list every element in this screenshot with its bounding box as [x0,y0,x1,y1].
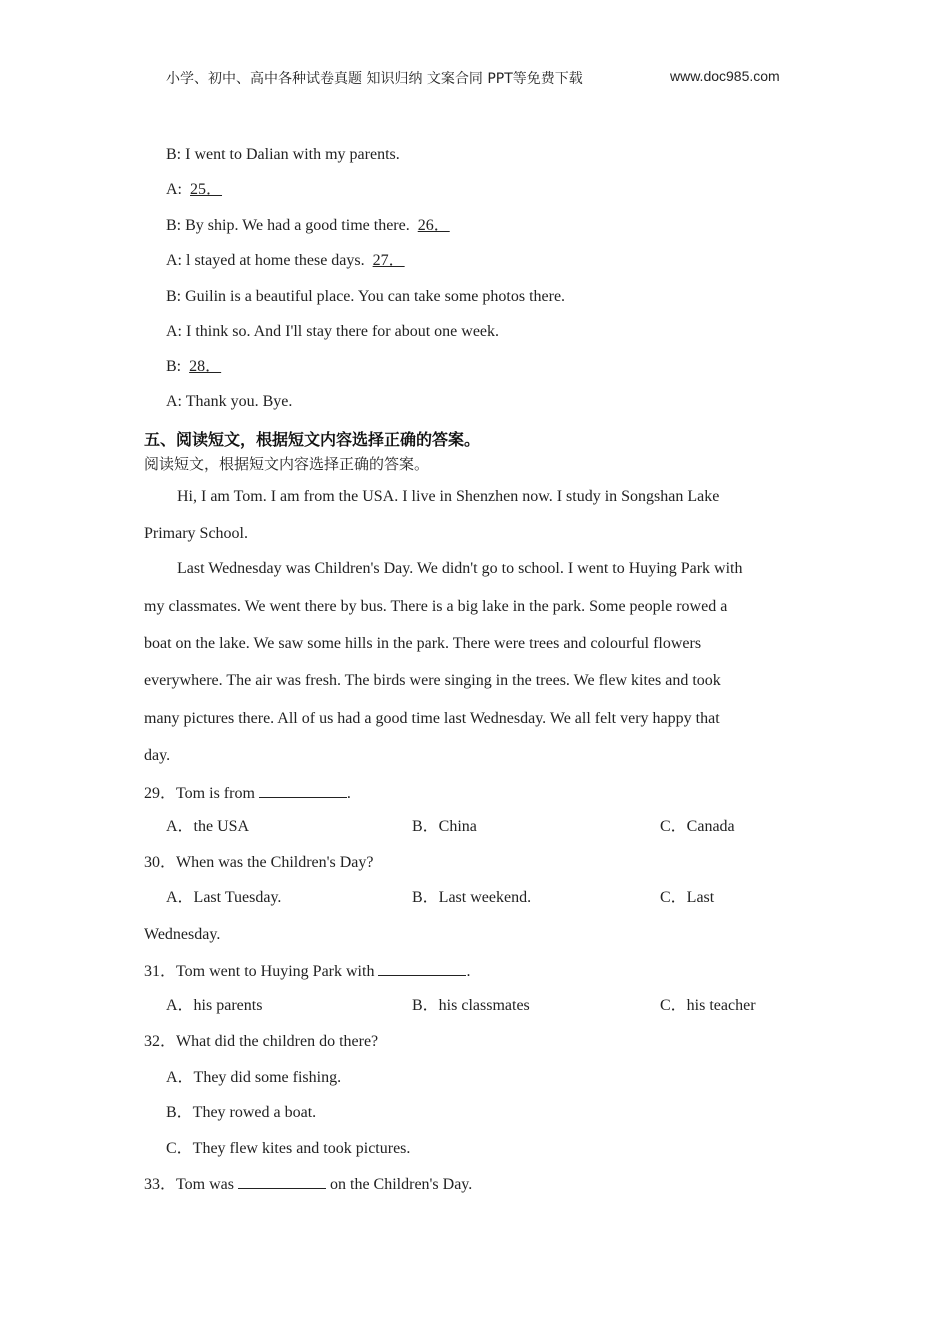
option-c[interactable]: C．Canada [660,818,735,835]
fill-blank [259,783,347,798]
option-c[interactable]: C．They flew kites and took pictures. [166,1140,411,1157]
option-b[interactable]: B．his classmates [412,997,530,1014]
question-32: 32．What did the children do there? [144,1033,379,1050]
passage-line: Primary School. [144,525,248,542]
option-b[interactable]: B．China [412,818,477,835]
section-subtitle: 阅读短文，根据短文内容选择正确的答案。 [144,455,430,473]
passage-line: Hi, I am Tom. I am from the USA. I live in Shenzhen now. I study in Songshan Lake [177,488,720,505]
option-b[interactable]: B．They rowed a boat. [166,1104,317,1121]
passage-line: my classmates. We went there by bus. There is a big lake in the park. Some people rowed a [144,598,728,615]
question-31: 31．Tom went to Huying Park with . [144,963,471,980]
passage-line: everywhere. The air was fresh. The birds were singing in the trees. We flew kites and took [144,672,721,689]
dialogue-line: B: By ship. We had a good time there. 26． [166,216,454,236]
passage-line: Last Wednesday was Children's Day. We didn't go to school. I went to Huying Park with [177,560,743,577]
header-site: www.doc985.com [670,68,780,84]
fill-blank [378,961,466,976]
header-text: 小学、初中、高中各种试卷真题 知识归纳 文案合同 PPT等免费下载 [166,71,583,87]
passage-line: boat on the lake. We saw some hills in the park. There were trees and colourful flowers [144,635,702,652]
dialogue-line: B: I went to Dalian with my parents. [166,146,400,163]
option-c[interactable]: C．Last [660,889,715,906]
question-33: 33．Tom was on the Children's Day. [144,1176,473,1193]
dialogue-line: A: I think so. And I'll stay there for about one week. [166,323,500,340]
answer-blank: 28． [189,358,222,375]
page-header [166,68,806,88]
option-a[interactable]: A．his parents [166,997,263,1014]
option-a[interactable]: A．the USA [166,818,250,835]
dialogue-line: A: 25． [166,180,226,200]
dialogue-line: B: Guilin is a beautiful place. You can take some photos there. [166,288,566,305]
answer-blank: 27． [372,252,405,269]
option-b[interactable]: B．Last weekend. [412,889,532,906]
dialogue-line: B: 28． [166,357,225,377]
question-30: 30．When was the Children's Day? [144,854,374,871]
option-a[interactable]: A．They did some fishing. [166,1069,342,1086]
option-a[interactable]: A．Last Tuesday. [166,889,282,906]
answer-blank: 25． [190,181,223,198]
answer-blank: 26． [417,217,450,234]
fill-blank [238,1174,326,1189]
option-c[interactable]: C．his teacher [660,997,756,1014]
passage-line: many pictures there. All of us had a good time last Wednesday. We all felt very happy that [144,710,720,727]
dialogue-line: A: Thank you. Bye. [166,393,293,410]
passage-line: day. [144,747,171,764]
dialogue-line: A: l stayed at home these days. 27． [166,251,409,271]
option-c-continued: Wednesday. [144,926,221,943]
section-title: 五、阅读短文，根据短文内容选择正确的答案。 [144,430,481,449]
question-29: 29．Tom is from . [144,785,351,802]
